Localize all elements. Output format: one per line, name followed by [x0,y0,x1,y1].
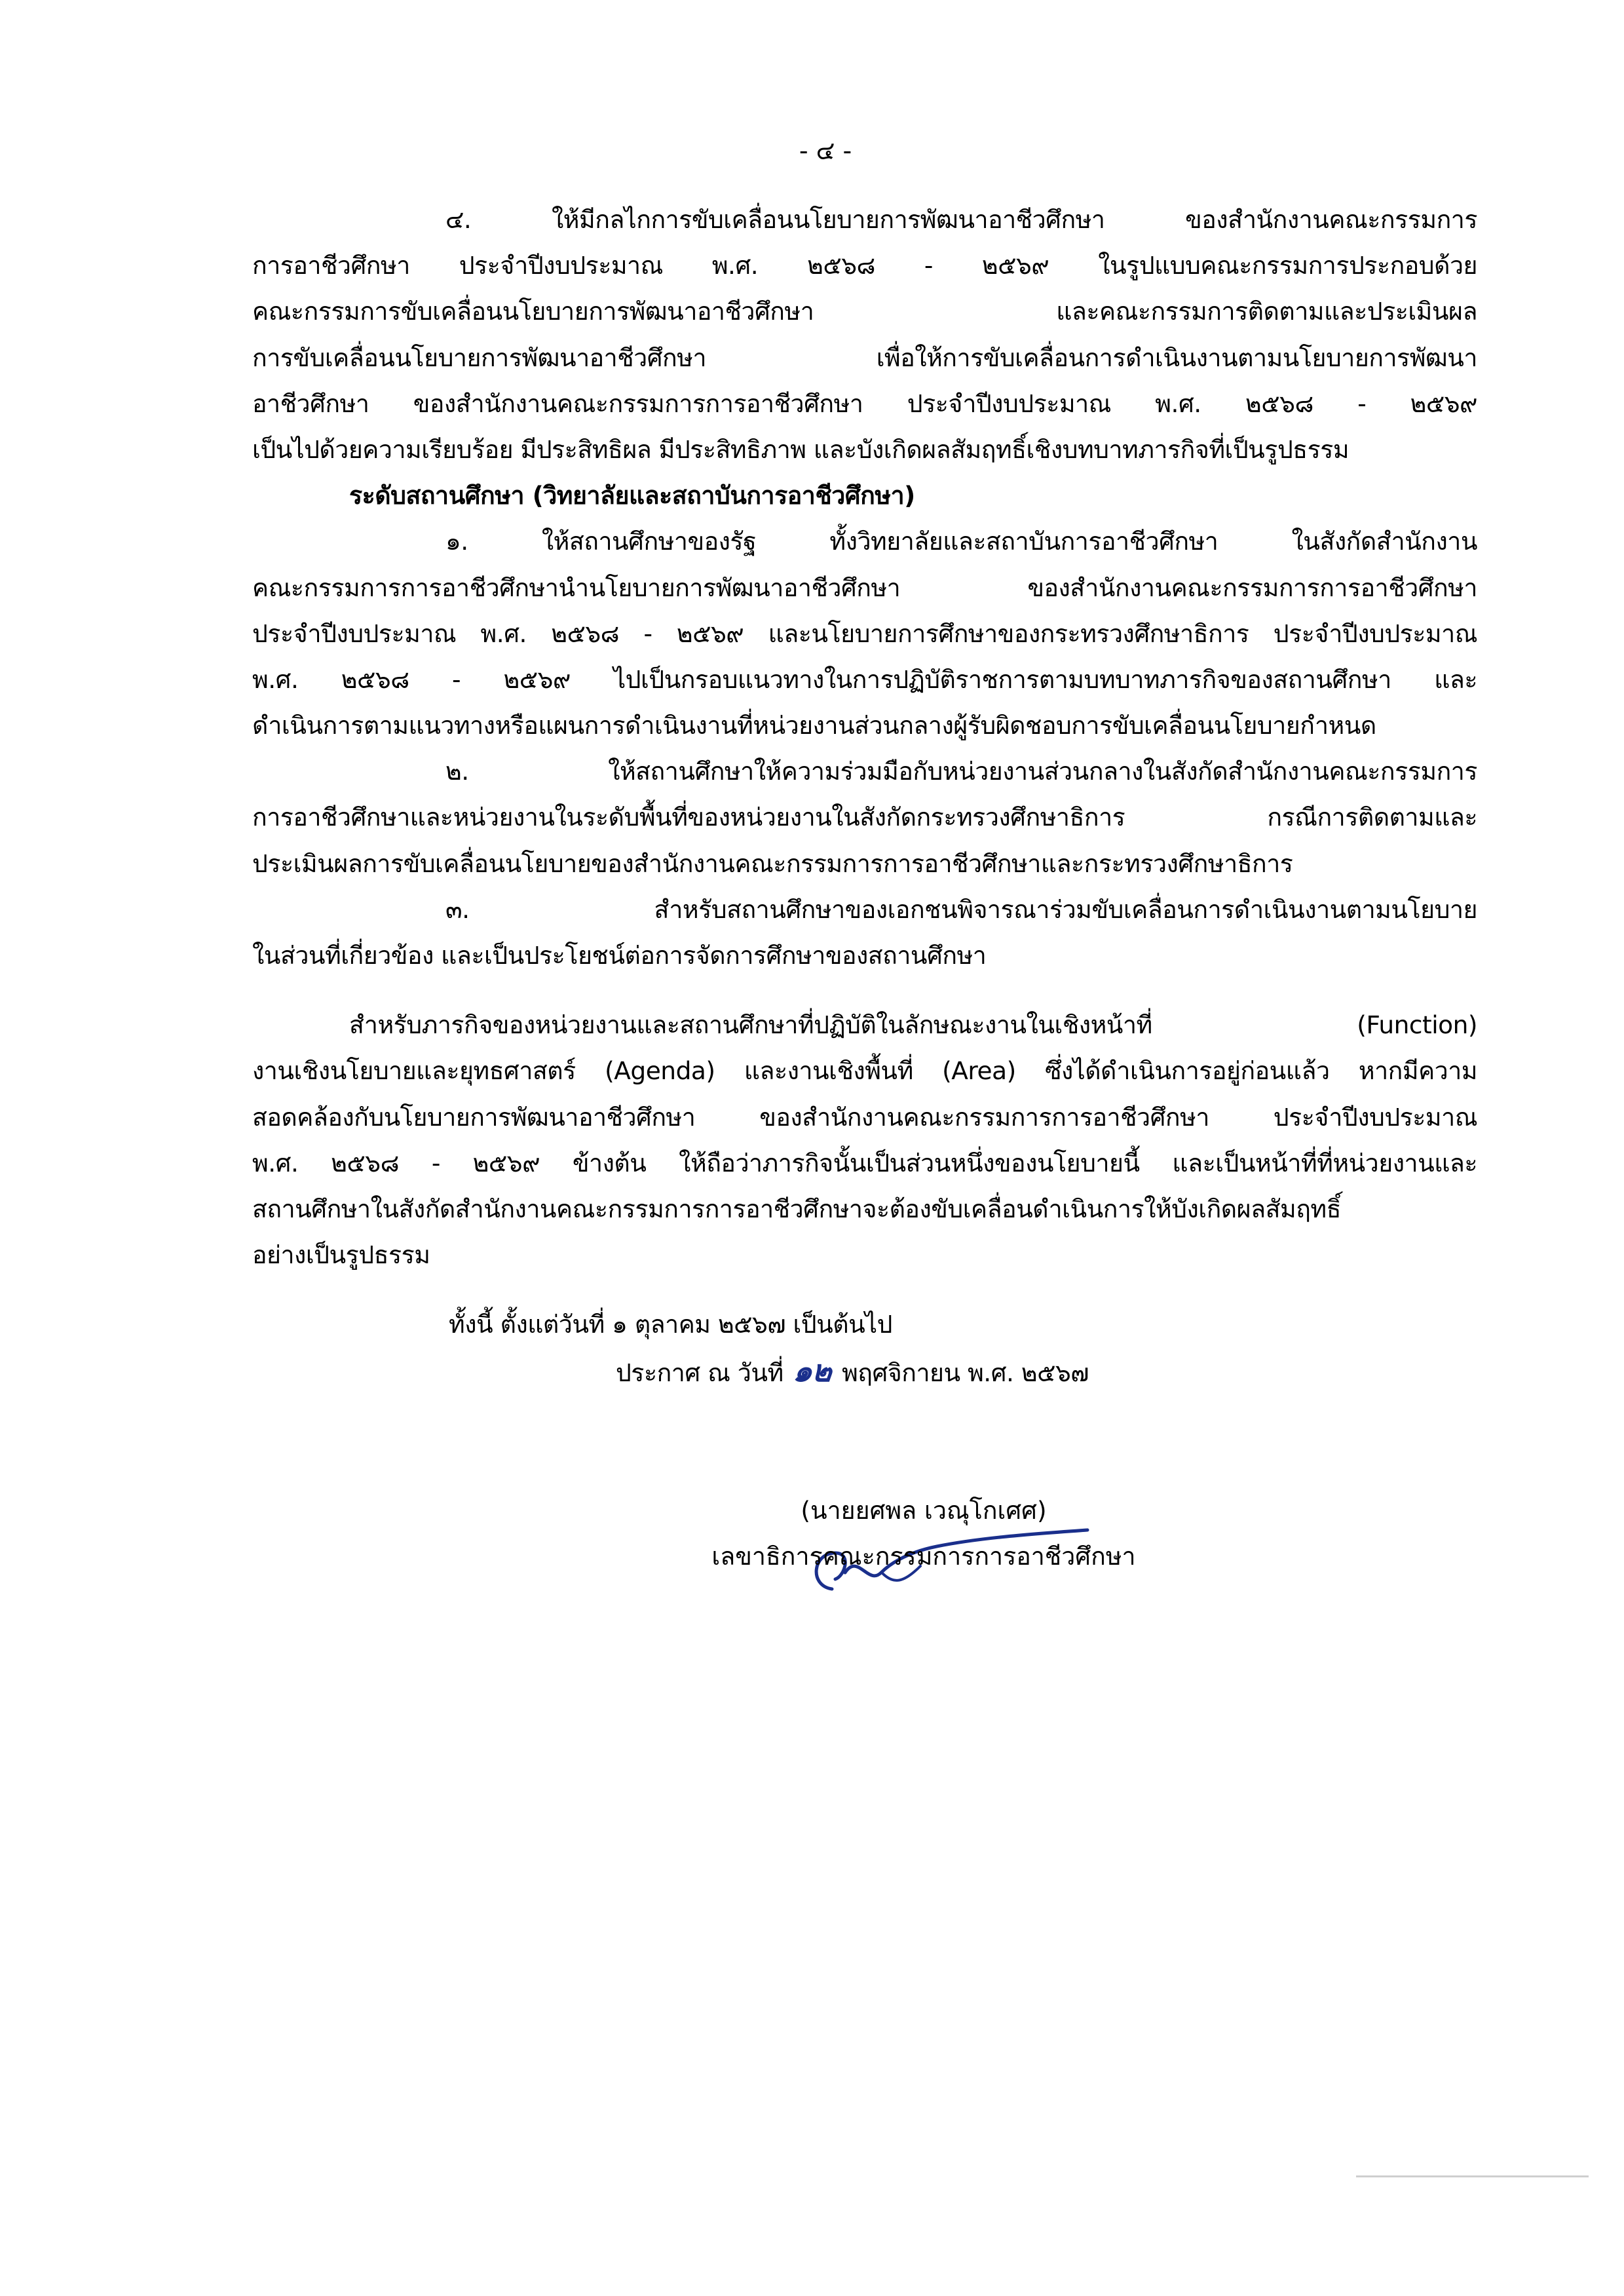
signatory-position: เลขาธิการคณะกรรมการการอาชีวศึกษา [711,1542,1136,1571]
text-line: การอาชีวศึกษา ประจำปีงบประมาณ พ.ศ. ๒๕๖๘ - ๒๕๖๙ ในรูปแบบคณะกรรมการประกอบด้วย [252,251,1477,280]
text-line: ประจำปีงบประมาณ พ.ศ. ๒๕๖๘ - ๒๕๖๙ และนโยบายการศึกษาของกระทรวงศึกษาธิการ ประจำปีงบประมาณ [252,619,1477,648]
text-line: การอาชีวศึกษาและหน่วยงานในระดับพื้นที่ของหน่วยงานในสังกัดกระทรวงศึกษาธิการ กรณีการติดตามและ [252,803,1477,832]
text-line: ประเมินผลการขับเคลื่อนนโยบายของสำนักงานคณะกรรมการการอาชีวศึกษาและกระทรวงศึกษาธิการ [252,849,1293,878]
paragraph-gap [252,978,1477,1002]
document-body [252,197,1477,1394]
text-line: งานเชิงนโยบายและยุทธศาสตร์ (Agenda) และงานเชิงพื้นที่ (Area) ซึ่งได้ดำเนินการอยู่ก่อนแล้ว หากมีความ [252,1056,1477,1086]
text-line: อย่างเป็นรูปธรรม [252,1240,430,1270]
text-line: สถานศึกษาในสังกัดสำนักงานคณะกรรมการการอาชีวศึกษาจะต้องขับเคลื่อนดำเนินการให้บังเกิดผลสัมฤทธิ์ [252,1194,1342,1223]
text-line: ๓. สำหรับสถานศึกษาของเอกชนพิจารณาร่วมขับเคลื่อนการดำเนินงานตามนโยบาย [445,894,1477,924]
section-heading: ระดับสถานศึกษา (วิทยาลัยและสถาบันการอาชีวศึกษา) [349,481,915,510]
paragraph-item-3 [252,887,1477,978]
text-line: การขับเคลื่อนนโยบายการพัฒนาอาชีวศึกษา เพื่อให้การขับเคลื่อนการดำเนินงานตามนโยบายการพัฒนา [252,343,1477,372]
announcement-prefix: ประกาศ ณ วันที่ [616,1358,784,1387]
announcement-date [252,1348,1477,1394]
text-line: ในส่วนที่เกี่ยวข้อง และเป็นประโยชน์ต่อการจัดการศึกษาของสถานศึกษา [252,941,987,970]
paragraph-item-2 [252,748,1477,887]
signatory-block [662,1487,1186,1579]
page-number: - ๔ - [799,136,852,165]
text-line: คณะกรรมการการอาชีวศึกษานำนโยบายการพัฒนาอาชีวศึกษา ของสำนักงานคณะกรรมการการอาชีวศึกษา [252,573,1477,602]
text-line: สำหรับภารกิจของหน่วยงานและสถานศึกษาที่ปฏิบัติในลักษณะงานในเชิงหน้าที่ (Function) [349,1010,1477,1040]
effective-date: ทั้งนี้ ตั้งแต่วันที่ ๑ ตุลาคม ๒๕๖๗ เป็นต้นไป [449,1310,892,1339]
text-line: เป็นไปด้วยความเรียบร้อย มีประสิทธิผล มีประสิทธิภาพ และบังเกิดผลสัมฤทธิ์เชิงบทบาทภารกิจที่เป็นรูปธรรม [252,434,1350,464]
text-line: ๑. ให้สถานศึกษาของรัฐ ทั้งวิทยาลัยและสถาบันการอาชีวศึกษา ในสังกัดสำนักงาน [445,527,1477,556]
signatory-name: (นายยศพล เวณุโกเศศ) [801,1496,1047,1525]
paragraph-gap [252,1278,1477,1301]
text-line: ๔. ให้มีกลไกการขับเคลื่อนนโยบายการพัฒนาอาชีวศึกษา ของสำนักงานคณะกรรมการ [445,205,1477,234]
handwritten-day: ๑๒ [791,1352,834,1388]
text-line: สอดคล้องกับนโยบายการพัฒนาอาชีวศึกษา ของสำนักงานคณะกรรมการการอาชีวศึกษา ประจำปีงบประมาณ [252,1102,1477,1132]
text-line: คณะกรรมการขับเคลื่อนนโยบายการพัฒนาอาชีวศึกษา และคณะกรรมการติดตามและประเมินผล [252,297,1477,326]
paragraph-mechanism [252,197,1477,472]
text-line: พ.ศ. ๒๕๖๘ - ๒๕๖๙ ไปเป็นกรอบแนวทางในการปฏิบัติราชการตามบทบาทภารกิจของสถานศึกษา และ [252,664,1477,694]
text-line: พ.ศ. ๒๕๖๘ - ๒๕๖๙ ข้างต้น ให้ถือว่าภารกิจนั้นเป็นส่วนหนึ่งของนโยบายนี้ และเป็นหน้าที่ที่หน่วยงานและ [252,1148,1477,1177]
text-line: ดำเนินการตามแนวทางหรือแผนการดำเนินงานที่หน่วยงานส่วนกลางผู้รับผิดชอบการขับเคลื่อนนโยบายกำหนด [252,711,1376,740]
paragraph-item-1 [252,518,1477,748]
scan-mark [1356,2175,1589,2177]
text-line: ๒. ให้สถานศึกษาให้ความร่วมมือกับหน่วยงานส่วนกลางในสังกัดสำนักงานคณะกรรมการ [445,757,1477,786]
paragraph-missions [252,1002,1477,1278]
announcement-suffix: พฤศจิกายน พ.ศ. ๒๕๖๗ [842,1358,1089,1387]
text-line: อาชีวศึกษา ของสำนักงานคณะกรรมการการอาชีวศึกษา ประจำปีงบประมาณ พ.ศ. ๒๕๖๘ - ๒๕๖๙ [252,389,1477,418]
